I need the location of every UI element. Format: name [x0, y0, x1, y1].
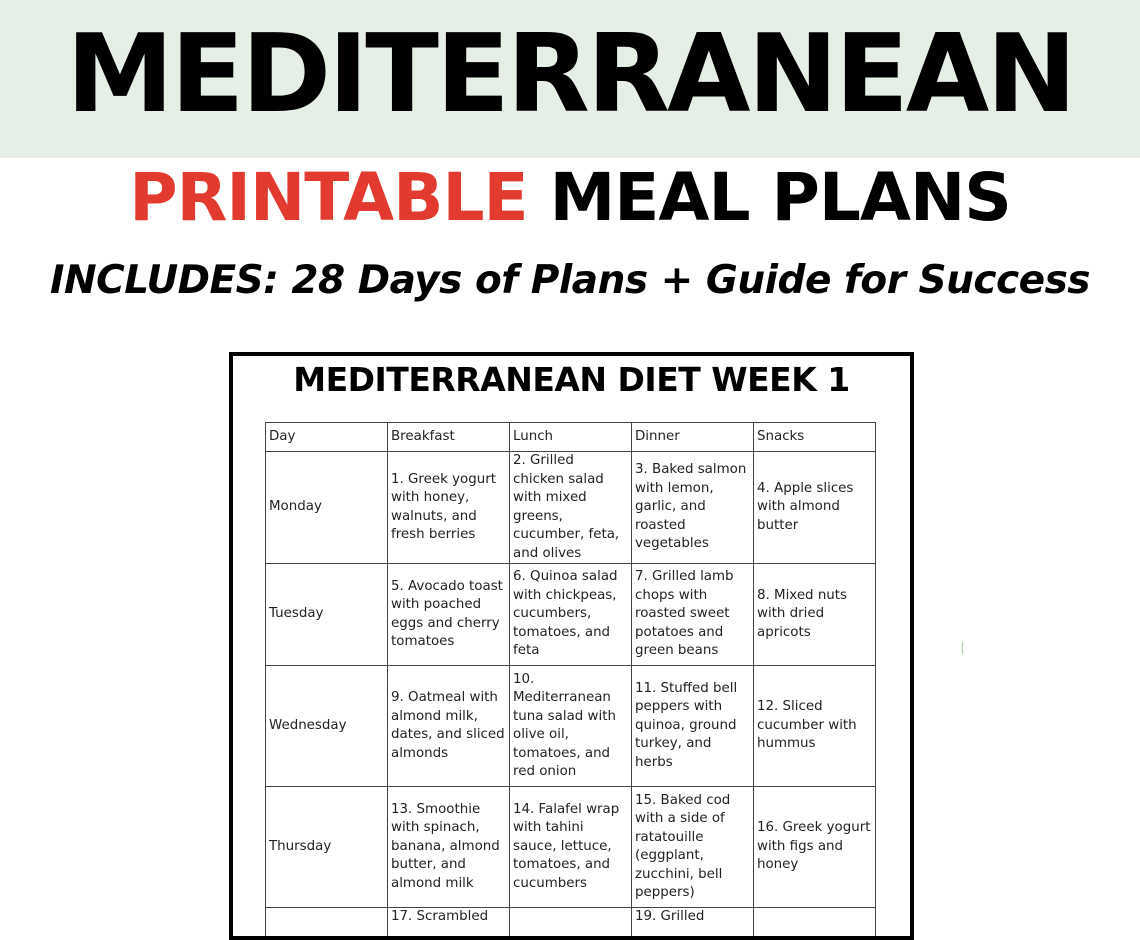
table-row: [266, 452, 876, 564]
column-header-snacks: Snacks: [754, 423, 876, 452]
column-header-dinner: Dinner: [632, 423, 754, 452]
day-cell: Tuesday: [266, 564, 388, 666]
table-row: [266, 666, 876, 787]
lunch-cell: 10. Mediterranean tuna salad with olive oil, tomatoes, and red onion: [510, 666, 632, 787]
tagline: INCLUDES: 28 Days of Plans + Guide for Success: [0, 256, 1140, 306]
lunch-cell: [510, 908, 632, 940]
subtitle-accent: PRINTABLE: [129, 159, 527, 236]
snacks-cell: 12. Sliced cucumber with hummus: [754, 666, 876, 787]
table-row: [266, 787, 876, 908]
subtitle: [0, 158, 1140, 238]
breakfast-cell: 17. Scrambled: [388, 908, 510, 940]
breakfast-cell: 1. Greek yogurt with honey, walnuts, and fresh berries: [388, 452, 510, 564]
breakfast-cell: 9. Oatmeal with almond milk, dates, and sliced almonds: [388, 666, 510, 787]
snacks-cell: 8. Mixed nuts with dried apricots: [754, 564, 876, 666]
dinner-cell: 19. Grilled: [632, 908, 754, 940]
table-row: [266, 564, 876, 666]
cursor-mark: [962, 642, 963, 654]
subtitle-rest: MEAL PLANS: [550, 159, 1011, 236]
day-cell: Wednesday: [266, 666, 388, 787]
lunch-cell: 2. Grilled chicken salad with mixed greens, cucumber, feta, and olives: [510, 452, 632, 564]
column-header-day: Day: [266, 423, 388, 452]
table-header-row: [266, 423, 876, 452]
snacks-cell: 16. Greek yogurt with figs and honey: [754, 787, 876, 908]
column-header-breakfast: Breakfast: [388, 423, 510, 452]
lunch-cell: 6. Quinoa salad with chickpeas, cucumbers, tomatoes, and feta: [510, 564, 632, 666]
lunch-cell: 14. Falafel wrap with tahini sauce, lettuce, tomatoes, and cucumbers: [510, 787, 632, 908]
dinner-cell: 7. Grilled lamb chops with roasted sweet potatoes and green beans: [632, 564, 754, 666]
meal-plan-sheet: [229, 352, 914, 940]
dinner-cell: 3. Baked salmon with lemon, garlic, and roasted vegetables: [632, 452, 754, 564]
dinner-cell: 15. Baked cod with a side of ratatouille (eggplant, zucchini, bell peppers): [632, 787, 754, 908]
header-banner: [0, 0, 1140, 158]
day-cell: Monday: [266, 452, 388, 564]
meal-plan-table: [265, 422, 876, 940]
breakfast-cell: 13. Smoothie with spinach, banana, almond butter, and almond milk: [388, 787, 510, 908]
main-title: MEDITERRANEAN: [0, 10, 1140, 140]
day-cell: Thursday: [266, 787, 388, 908]
snacks-cell: [754, 908, 876, 940]
snacks-cell: 4. Apple slices with almond butter: [754, 452, 876, 564]
day-cell: [266, 908, 388, 940]
dinner-cell: 11. Stuffed bell peppers with quinoa, ground turkey, and herbs: [632, 666, 754, 787]
breakfast-cell: 5. Avocado toast with poached eggs and cherry tomatoes: [388, 564, 510, 666]
sheet-title: MEDITERRANEAN DIET WEEK 1: [233, 358, 910, 402]
column-header-lunch: Lunch: [510, 423, 632, 452]
table-row: [266, 908, 876, 940]
